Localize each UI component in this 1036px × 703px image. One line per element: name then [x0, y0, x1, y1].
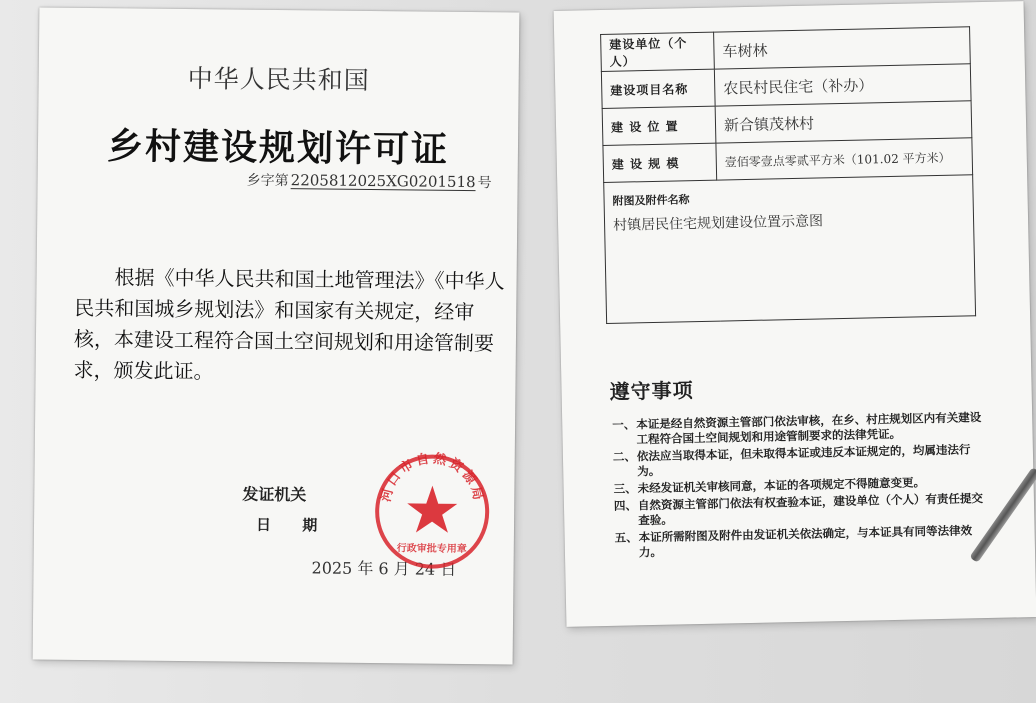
note-index: 四、: [613, 498, 638, 513]
permit-detail-page: [554, 1, 1036, 627]
permit-number-prefix: 乡字第: [246, 172, 289, 190]
permit-number: 2205812025XG0201518: [290, 171, 476, 192]
note-text: 本证是经自然资源主管部门依法审核，在乡、村庄规划区内有关建设工程符合国土空间规划和用途管制要求的法律凭证。: [636, 410, 982, 447]
seal-inner-text: 行政审批专用章: [396, 543, 467, 556]
document-title: 乡村建设规划许可证: [106, 126, 450, 171]
notes-list: [612, 410, 995, 563]
note-index: 二、: [612, 449, 637, 464]
note-index: 五、: [614, 530, 638, 545]
issue-date: 2025 年 6 月 24 日: [311, 558, 457, 579]
attachment-label: 附图及附件名称: [612, 193, 690, 208]
seal-ring-text: 河口市自然资源局: [378, 451, 486, 505]
row-value: 新合镇茂林村: [715, 101, 972, 143]
issuing-authority-label: 发证机关: [242, 484, 307, 505]
row-value: 壹佰零壹点零贰平方米（101.02 平方米）: [716, 138, 973, 180]
permit-body-text: 根据《中华人民共和国土地管理法》《中华人民共和国城乡规划法》和国家有关规定，经审核，本建设工程符合国土空间规划和用途管制要求，颁发此证。: [73, 265, 505, 384]
row-label: 建设单位（个人）: [601, 32, 715, 71]
attachment-row: [604, 175, 976, 324]
row-label: 建设项目名称: [601, 69, 715, 108]
country-name: 中华人民共和国: [187, 64, 370, 95]
note-index: 一、: [612, 417, 636, 432]
note-index: 三、: [613, 481, 637, 496]
attachment-cell: [604, 175, 976, 324]
permit-cover-page: [33, 8, 520, 665]
official-seal-icon: [372, 451, 493, 572]
row-value: 车树林: [714, 27, 971, 69]
project-info-table: [600, 26, 976, 324]
row-label: 建 设 位 置: [602, 106, 716, 145]
note-text: 未经发证机关审核同意，本证的各项规定不得随意变更。: [637, 475, 926, 496]
list-item: [615, 523, 996, 561]
notes-title: 遵守事项: [609, 378, 694, 404]
note-text: 自然资源主管部门依法有权查验本证，建设单位（个人）有责任提交查验。: [637, 491, 984, 528]
note-text: 本证所需附图及附件由发证机关依法确定，与本证具有同等法律效力。: [638, 523, 973, 560]
note-text: 依法应当取得本证，但未取得本证或违反本证规定的，均属违法行为。: [636, 442, 971, 479]
attachment-value: 村镇居民住宅规划建设位置示意图: [612, 213, 824, 234]
permit-number-line: [247, 170, 492, 193]
permit-number-suffix: 号: [477, 175, 492, 192]
row-label: 建 设 规 模: [603, 143, 717, 182]
date-label: 日 期: [255, 515, 318, 535]
row-value: 农民村民住宅（补办）: [714, 64, 971, 106]
